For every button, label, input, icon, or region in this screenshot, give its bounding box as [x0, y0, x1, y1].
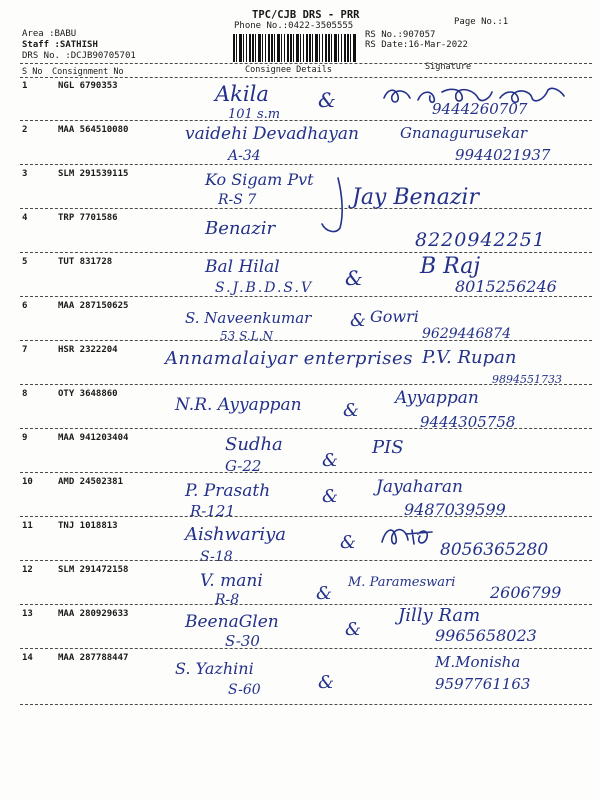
- consignment-number: SLM 291539115: [58, 169, 129, 179]
- run-sheet-row: [0, 654, 600, 698]
- run-sheet-row: [0, 566, 600, 610]
- row-divider: [20, 296, 592, 297]
- row-serial: 7: [22, 345, 28, 355]
- column-header-consignment: Consignment No: [52, 67, 124, 77]
- contact-phone: 9944021937: [455, 146, 551, 164]
- row-serial: 6: [22, 301, 28, 311]
- row-divider: [20, 648, 592, 649]
- ampersand-mark: &: [345, 266, 363, 290]
- run-sheet-row: [0, 82, 600, 126]
- contact-phone: 9597761163: [435, 675, 531, 693]
- consignee-address: A-34: [228, 148, 261, 164]
- drs-number-field: DRS No. :DCJB90705701: [22, 51, 136, 61]
- run-sheet-row: [0, 478, 600, 522]
- receiver-signature: Gnanagurusekar: [400, 124, 528, 142]
- run-sheet-row: [0, 126, 600, 170]
- receiver-signature: P.V. Rupan: [422, 347, 517, 368]
- consignment-number: SLM 291472158: [58, 565, 129, 575]
- consignee-name: BeenaGlen: [185, 612, 279, 632]
- consignee-name: Benazir: [205, 218, 276, 239]
- contact-phone: 2606799: [490, 583, 562, 602]
- ampersand-mark: &: [322, 486, 339, 507]
- row-divider: [20, 340, 592, 341]
- consignment-number: TUT 831728: [58, 257, 113, 267]
- receiver-signature: Jay Benazir: [352, 185, 479, 210]
- consignment-number: MAA 287788447: [58, 653, 129, 663]
- ampersand-mark: &: [318, 88, 336, 112]
- rs-date: RS Date:16-Mar-2022: [365, 40, 468, 50]
- contact-phone: 8056365280: [440, 540, 549, 560]
- consignment-number: MAA 941203404: [58, 433, 129, 443]
- consignee-name: P. Prasath: [185, 481, 271, 501]
- contact-phone: 9894551733: [492, 373, 562, 386]
- receiver-signature: B Raj: [420, 254, 481, 279]
- consignee-address: R-8: [215, 592, 240, 608]
- consignee-address: R-S 7: [218, 192, 257, 208]
- consignee-name: S. Yazhini: [175, 659, 254, 678]
- row-divider: [20, 252, 592, 253]
- run-sheet-row: [0, 346, 600, 390]
- consignee-name: S. Naveenkumar: [185, 309, 312, 327]
- consignment-number: TRP 7701586: [58, 213, 118, 223]
- consignee-name: Sudha: [225, 434, 283, 455]
- consignment-number: TNJ 1018813: [58, 521, 118, 531]
- consignment-number: OTY 3648860: [58, 389, 118, 399]
- row-divider: [20, 208, 592, 209]
- consignee-name: Akila: [215, 82, 269, 106]
- column-header-signature: Signature: [425, 62, 472, 72]
- row-serial: 11: [22, 521, 33, 531]
- sheet-title: TPC/CJB DRS - PRR: [252, 9, 360, 21]
- row-serial: 1: [22, 81, 28, 91]
- row-divider: [20, 704, 592, 705]
- row-serial: 10: [22, 477, 33, 487]
- receiver-signature: Ayyappan: [395, 388, 479, 408]
- signature-scribble: [376, 522, 436, 550]
- row-divider: [20, 604, 592, 605]
- run-sheet-row: [0, 254, 600, 302]
- consignee-name: N.R. Ayyappan: [175, 395, 302, 415]
- row-divider: [20, 560, 592, 561]
- receiver-signature: PIS: [372, 437, 404, 458]
- area-field: Area :BABU: [22, 29, 77, 39]
- run-sheet-row: [0, 302, 600, 346]
- ampersand-mark: &: [343, 400, 360, 421]
- consignee-address: S-60: [228, 682, 261, 698]
- receiver-signature: M. Parameswari: [348, 575, 456, 590]
- run-sheet-row: [0, 214, 600, 258]
- consignee-name: V. mani: [200, 571, 263, 591]
- row-serial: 8: [22, 389, 28, 399]
- consignee-address: S.J.B.D.S.V: [215, 280, 314, 296]
- ampersand-mark: &: [345, 619, 362, 640]
- row-serial: 3: [22, 169, 28, 179]
- branch-phone: Phone No.:0422-3505555: [234, 21, 354, 31]
- receiver-signature: M.Monisha: [435, 653, 521, 671]
- row-divider: [20, 516, 592, 517]
- consignment-number: MAA 564510080: [58, 125, 129, 135]
- receiver-signature: Gowri: [370, 307, 419, 326]
- staff-field: Staff :SATHISH: [22, 40, 98, 50]
- consignment-number: MAA 280929633: [58, 609, 129, 619]
- rs-number: RS No.:907057: [365, 30, 436, 40]
- consignment-number: MAA 287150625: [58, 301, 129, 311]
- consignment-number: NGL 6790353: [58, 81, 118, 91]
- contact-phone: 9629446874: [422, 326, 512, 342]
- consignee-address: G-22: [225, 457, 262, 475]
- consignee-name: vaidehi Devadhayan: [185, 124, 359, 144]
- consignee-name: Aishwariya: [185, 524, 286, 545]
- consignee-address: 101 s.m: [228, 107, 281, 122]
- row-divider: [20, 164, 592, 165]
- consignee-address: 53 S.L.N: [220, 329, 273, 343]
- row-serial: 5: [22, 257, 28, 267]
- consignee-name: Annamalaiyar enterprises: [165, 348, 413, 369]
- row-serial: 9: [22, 433, 28, 443]
- run-sheet-row: [0, 390, 600, 434]
- contact-phone: 9965658023: [435, 626, 537, 645]
- run-sheet-row: [0, 170, 600, 214]
- consignee-name: Bal Hilal: [205, 257, 280, 277]
- contact-phone: 8015256246: [455, 277, 557, 296]
- ampersand-mark: &: [350, 310, 367, 331]
- barcode: [233, 34, 356, 62]
- contact-phone: 9487039599: [404, 500, 506, 519]
- row-divider: [20, 472, 592, 473]
- receiver-signature: Jilly Ram: [398, 605, 481, 626]
- run-sheet-row: [0, 605, 600, 654]
- receiver-signature: Jayaharan: [376, 477, 463, 497]
- consignee-address: S-18: [200, 549, 233, 565]
- contact-phone: 9444305758: [420, 413, 516, 431]
- page-number: Page No.:1: [454, 17, 509, 27]
- column-header-consignee: Consignee Details: [245, 65, 332, 75]
- header-divider: [20, 77, 592, 78]
- consignee-address: R-121: [190, 502, 235, 520]
- contact-phone: 8220942251: [415, 229, 546, 251]
- header-divider: [20, 63, 592, 64]
- consignment-number: HSR 2322204: [58, 345, 118, 355]
- run-sheet-row: [0, 434, 600, 478]
- consignment-number: AMD 24502381: [58, 477, 124, 487]
- row-serial: 14: [22, 653, 33, 663]
- row-divider: [20, 428, 592, 429]
- row-serial: 13: [22, 609, 33, 619]
- ampersand-mark: &: [318, 672, 335, 693]
- contact-phone: 9444260707: [432, 100, 528, 118]
- row-serial: 12: [22, 565, 33, 575]
- row-divider: [20, 384, 592, 385]
- ampersand-mark: &: [340, 532, 357, 553]
- row-divider: [20, 120, 592, 121]
- row-serial: 4: [22, 213, 28, 223]
- ampersand-mark: &: [316, 583, 333, 604]
- consignee-name: Ko Sigam Pvt: [205, 170, 314, 189]
- ampersand-mark: &: [322, 450, 339, 471]
- run-sheet-row: [0, 522, 600, 566]
- row-serial: 2: [22, 125, 28, 135]
- consignee-address: S-30: [225, 632, 260, 650]
- column-header-sno: S No: [22, 67, 43, 77]
